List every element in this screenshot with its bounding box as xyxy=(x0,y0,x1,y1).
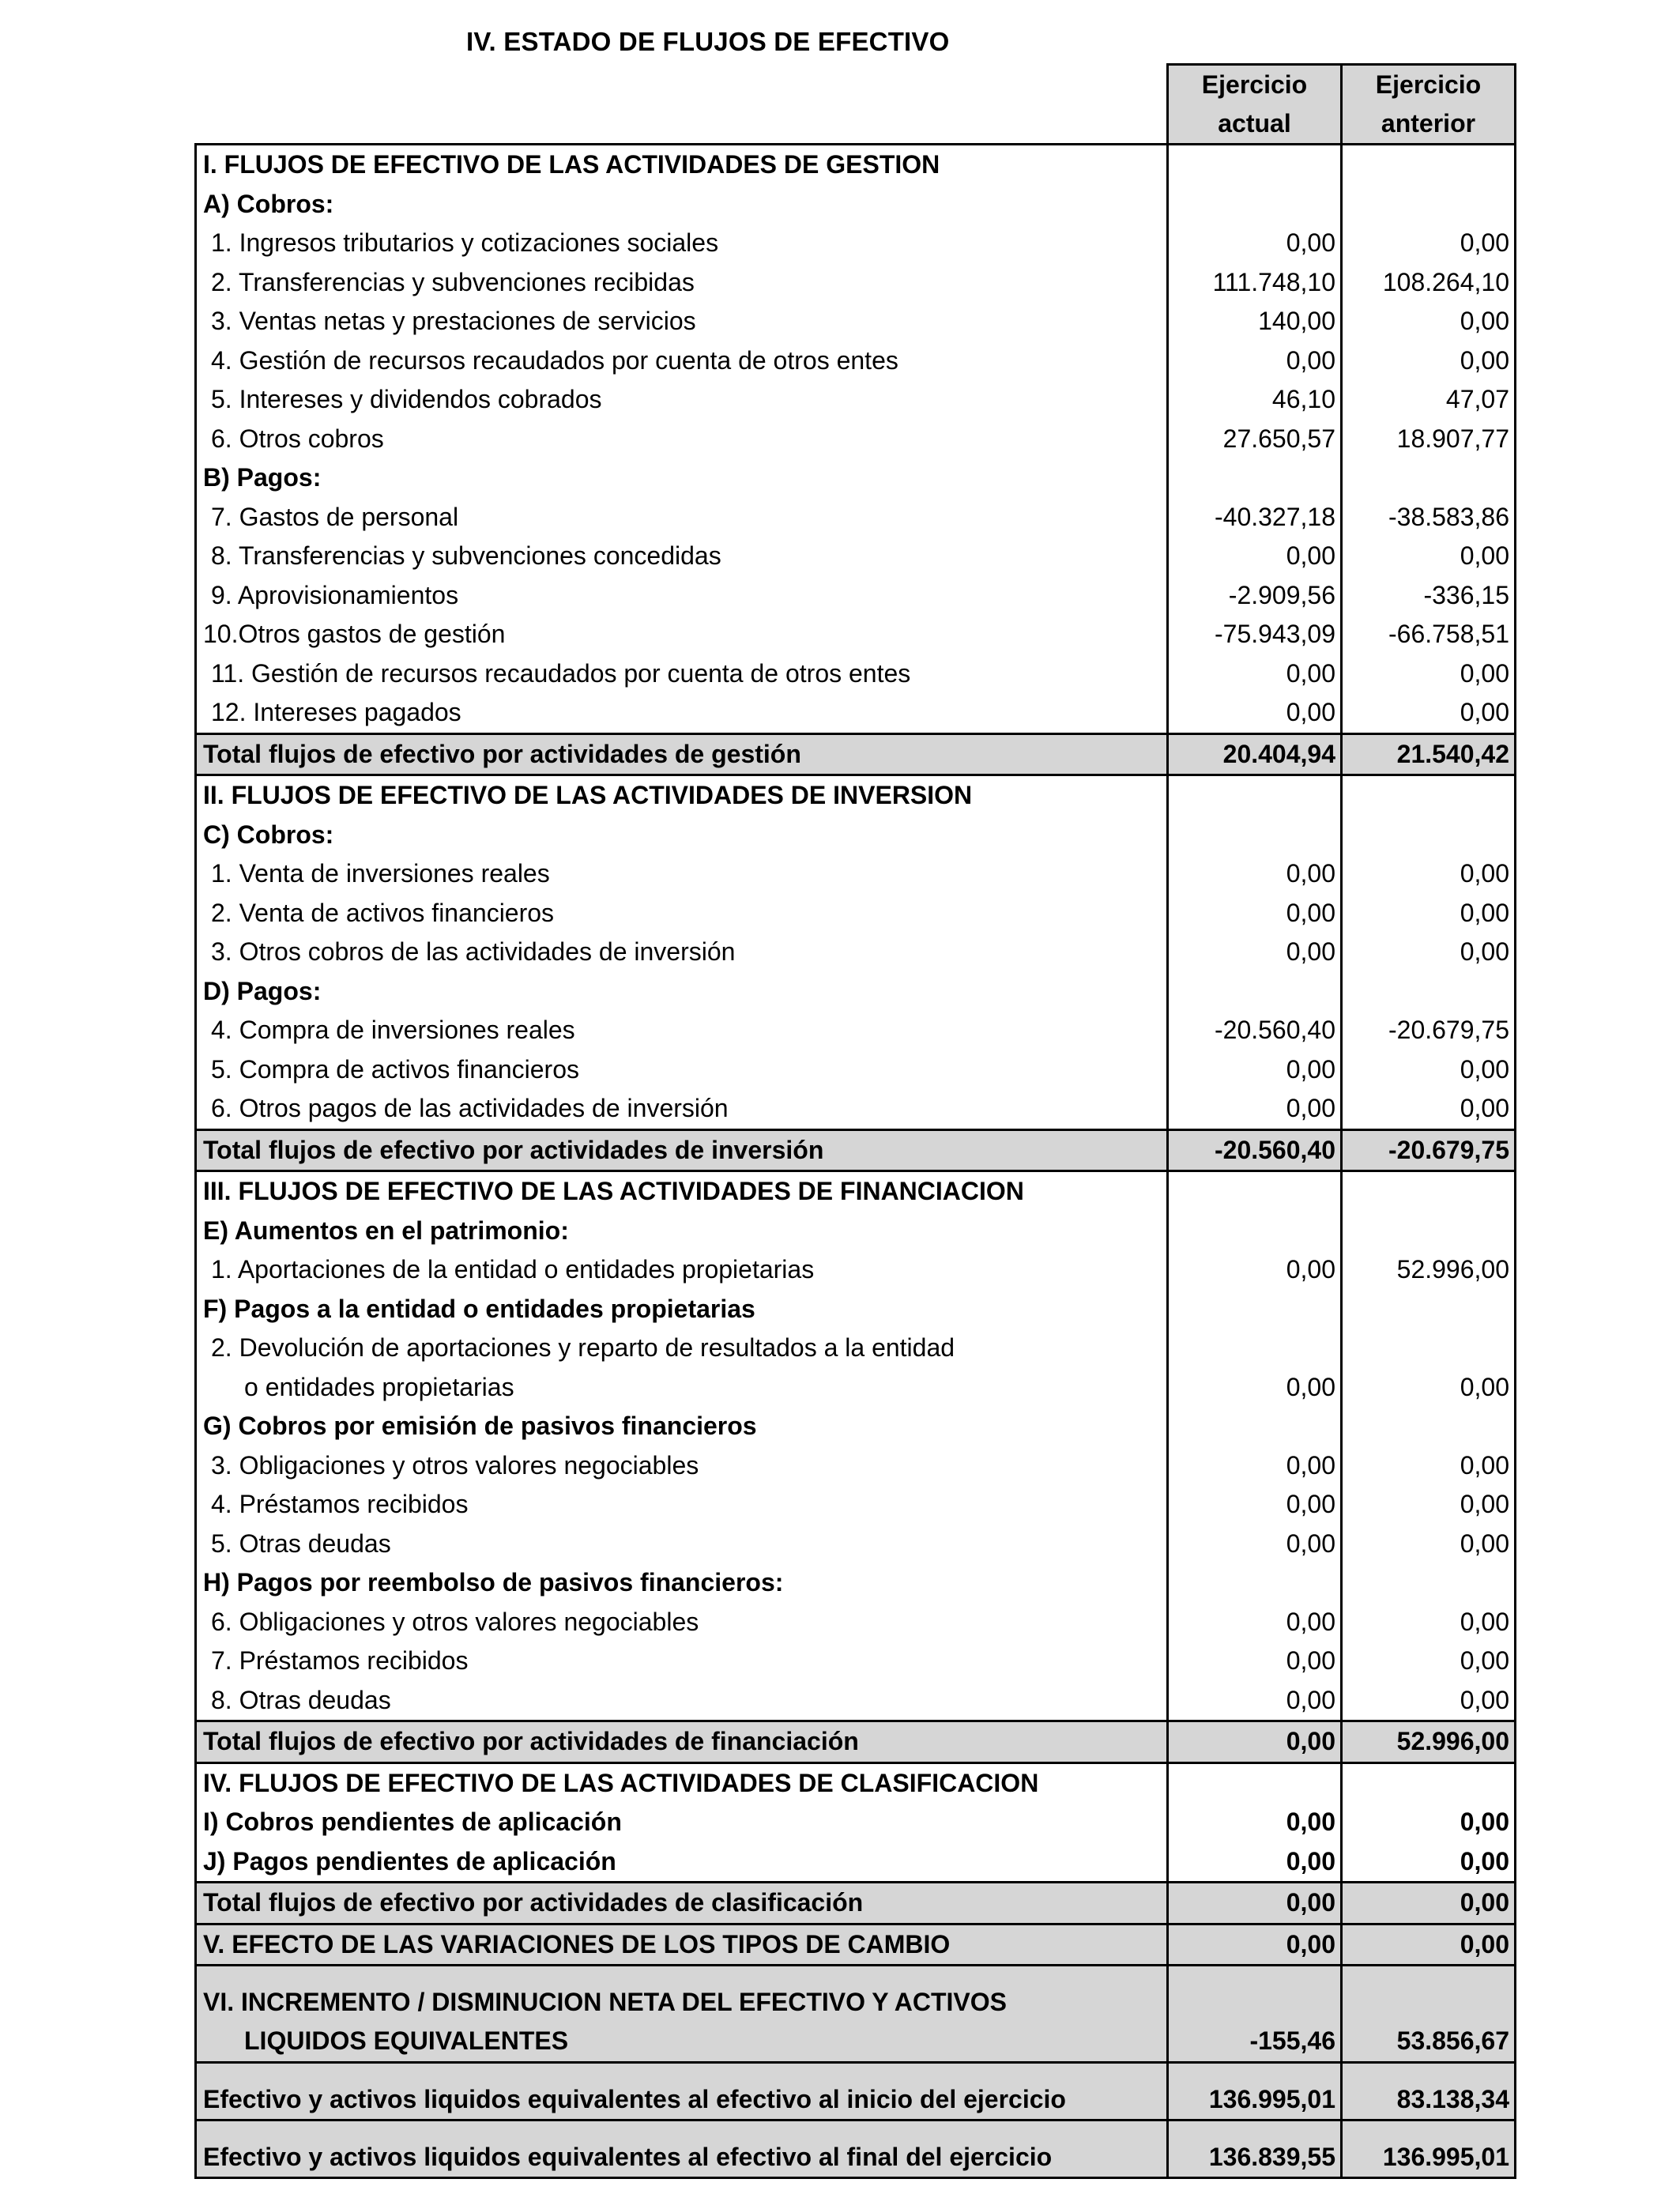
value-actual: 0,00 xyxy=(1168,1842,1342,1883)
row-label: 9. Aprovisionamientos xyxy=(196,576,1168,616)
value-previous: 0,00 xyxy=(1342,654,1516,694)
table-row xyxy=(196,615,1516,654)
table-row xyxy=(196,1368,1516,1408)
value-actual: 136.995,01 xyxy=(1168,2062,1342,2120)
row-label: II. FLUJOS DE EFECTIVO DE LAS ACTIVIDADES DE INVERSION xyxy=(196,775,1168,816)
value-previous: 52.996,00 xyxy=(1342,1250,1516,1290)
value-actual xyxy=(1168,1290,1342,1329)
table-row xyxy=(196,1329,1516,1368)
row-label: o entidades propietarias xyxy=(196,1368,1168,1408)
table-row xyxy=(196,1212,1516,1251)
table-row xyxy=(196,380,1516,420)
value-previous xyxy=(1342,1762,1516,1803)
value-previous: 0,00 xyxy=(1342,1446,1516,1486)
value-previous: 0,00 xyxy=(1342,1485,1516,1525)
row-label: 4. Compra de inversiones reales xyxy=(196,1011,1168,1050)
value-previous: 47,07 xyxy=(1342,380,1516,420)
table-row xyxy=(196,1642,1516,1681)
row-label: Total flujos de efectivo por actividades de inversión xyxy=(196,1129,1168,1171)
value-previous: 0,00 xyxy=(1342,933,1516,972)
value-previous xyxy=(1342,1171,1516,1212)
row-label: B) Pagos: xyxy=(196,458,1168,498)
row-label: I) Cobros pendientes de aplicación xyxy=(196,1803,1168,1842)
table-row xyxy=(196,693,1516,733)
value-previous: 83.138,34 xyxy=(1342,2062,1516,2120)
value-actual: 27.650,57 xyxy=(1168,420,1342,459)
value-previous: 0,00 xyxy=(1342,1050,1516,1090)
value-previous xyxy=(1342,775,1516,816)
table-row xyxy=(196,1966,1516,2022)
value-actual: 0,00 xyxy=(1168,1924,1342,1966)
table-row xyxy=(196,1089,1516,1129)
value-actual: 0,00 xyxy=(1168,654,1342,694)
row-label: V. EFECTO DE LAS VARIACIONES DE LOS TIPOS DE CAMBIO xyxy=(196,1924,1168,1966)
row-label: J) Pagos pendientes de aplicación xyxy=(196,1842,1168,1883)
value-actual: 0,00 xyxy=(1168,1485,1342,1525)
table-body xyxy=(196,145,1516,2178)
value-previous: 0,00 xyxy=(1342,341,1516,381)
row-label: 5. Intereses y dividendos cobrados xyxy=(196,380,1168,420)
row-label: 2. Devolución de aportaciones y reparto de resultados a la entidad xyxy=(196,1329,1168,1368)
value-actual: 0,00 xyxy=(1168,1681,1342,1721)
value-previous: 0,00 xyxy=(1342,302,1516,341)
table-row xyxy=(196,224,1516,263)
value-actual xyxy=(1168,1966,1342,2022)
value-actual xyxy=(1168,1212,1342,1251)
row-label: 6. Otros cobros xyxy=(196,420,1168,459)
value-previous: -336,15 xyxy=(1342,576,1516,616)
value-previous: 53.856,67 xyxy=(1342,2022,1516,2062)
value-actual xyxy=(1168,1329,1342,1368)
value-previous: 0,00 xyxy=(1342,224,1516,263)
value-actual: 0,00 xyxy=(1168,1642,1342,1681)
value-actual: -40.327,18 xyxy=(1168,498,1342,537)
value-actual: 0,00 xyxy=(1168,1721,1342,1763)
table-row xyxy=(196,302,1516,341)
table-row xyxy=(196,816,1516,855)
table-row xyxy=(196,185,1516,224)
value-previous: 0,00 xyxy=(1342,1603,1516,1642)
row-label: Total flujos de efectivo por actividades de financiación xyxy=(196,1721,1168,1763)
row-label: F) Pagos a la entidad o entidades propietarias xyxy=(196,1290,1168,1329)
table-row xyxy=(196,1290,1516,1329)
row-label: 4. Gestión de recursos recaudados por cuenta de otros entes xyxy=(196,341,1168,381)
row-label: 2. Transferencias y subvenciones recibidas xyxy=(196,263,1168,303)
value-actual: -20.560,40 xyxy=(1168,1129,1342,1171)
header-row xyxy=(196,65,1516,105)
table-row xyxy=(196,2120,1516,2177)
value-previous: 0,00 xyxy=(1342,1681,1516,1721)
value-previous xyxy=(1342,1407,1516,1446)
table-row xyxy=(196,1842,1516,1883)
row-label: Total flujos de efectivo por actividades de gestión xyxy=(196,733,1168,775)
table-row xyxy=(196,1924,1516,1966)
value-actual: 0,00 xyxy=(1168,693,1342,733)
value-actual: 20.404,94 xyxy=(1168,733,1342,775)
value-previous: 0,00 xyxy=(1342,1642,1516,1681)
table-row xyxy=(196,1407,1516,1446)
header-actual: Ejercicio xyxy=(1168,65,1342,105)
value-actual: 0,00 xyxy=(1168,933,1342,972)
value-actual: -75.943,09 xyxy=(1168,615,1342,654)
value-actual: 0,00 xyxy=(1168,1250,1342,1290)
row-label: 5. Otras deudas xyxy=(196,1525,1168,1564)
value-actual: -155,46 xyxy=(1168,2022,1342,2062)
table-row xyxy=(196,775,1516,816)
value-actual: 111.748,10 xyxy=(1168,263,1342,303)
table-row xyxy=(196,1803,1516,1842)
table-row xyxy=(196,1762,1516,1803)
value-actual: 140,00 xyxy=(1168,302,1342,341)
document-title: IV. ESTADO DE FLUJOS DE EFECTIVO xyxy=(466,27,950,56)
table-row xyxy=(196,854,1516,894)
value-actual: 46,10 xyxy=(1168,380,1342,420)
row-label: 8. Otras deudas xyxy=(196,1681,1168,1721)
value-actual: 0,00 xyxy=(1168,1446,1342,1486)
value-actual xyxy=(1168,1407,1342,1446)
value-previous xyxy=(1342,145,1516,185)
row-label: E) Aumentos en el patrimonio: xyxy=(196,1212,1168,1251)
row-label: 11. Gestión de recursos recaudados por cuenta de otros entes xyxy=(196,654,1168,694)
value-previous: 18.907,77 xyxy=(1342,420,1516,459)
row-label: 3. Ventas netas y prestaciones de servicios xyxy=(196,302,1168,341)
value-actual: 0,00 xyxy=(1168,1883,1342,1924)
table-row xyxy=(196,1011,1516,1050)
table-row xyxy=(196,2062,1516,2120)
row-label: C) Cobros: xyxy=(196,816,1168,855)
row-label: 2. Venta de activos financieros xyxy=(196,894,1168,933)
row-label: Efectivo y activos liquidos equivalentes al efectivo al final del ejercicio xyxy=(196,2120,1168,2177)
value-previous: -20.679,75 xyxy=(1342,1011,1516,1050)
row-label: 7. Préstamos recibidos xyxy=(196,1642,1168,1681)
row-label: LIQUIDOS EQUIVALENTES xyxy=(196,2022,1168,2062)
table-row xyxy=(196,1050,1516,1090)
value-actual: 0,00 xyxy=(1168,854,1342,894)
value-actual: 0,00 xyxy=(1168,224,1342,263)
value-previous: 52.996,00 xyxy=(1342,1721,1516,1763)
table-row xyxy=(196,145,1516,185)
table-row xyxy=(196,1485,1516,1525)
value-actual xyxy=(1168,1171,1342,1212)
value-actual: -2.909,56 xyxy=(1168,576,1342,616)
table-row xyxy=(196,1129,1516,1171)
value-actual: 0,00 xyxy=(1168,1089,1342,1129)
header-actual: actual xyxy=(1168,104,1342,145)
table-row xyxy=(196,576,1516,616)
value-previous xyxy=(1342,1563,1516,1603)
table-row xyxy=(196,654,1516,694)
value-actual xyxy=(1168,775,1342,816)
value-previous: -38.583,86 xyxy=(1342,498,1516,537)
table-row xyxy=(196,1446,1516,1486)
value-previous: 0,00 xyxy=(1342,1883,1516,1924)
table-row xyxy=(196,933,1516,972)
row-label: IV. FLUJOS DE EFECTIVO DE LAS ACTIVIDADES DE CLASIFICACION xyxy=(196,1762,1168,1803)
value-actual: -20.560,40 xyxy=(1168,1011,1342,1050)
row-label: Efectivo y activos liquidos equivalentes al efectivo al inicio del ejercicio xyxy=(196,2062,1168,2120)
table-row xyxy=(196,1721,1516,1763)
value-previous xyxy=(1342,1212,1516,1251)
value-previous: 0,00 xyxy=(1342,1368,1516,1408)
row-label: 1. Venta de inversiones reales xyxy=(196,854,1168,894)
row-label: 4. Préstamos recibidos xyxy=(196,1485,1168,1525)
value-actual xyxy=(1168,1762,1342,1803)
row-label: 7. Gastos de personal xyxy=(196,498,1168,537)
value-previous: 21.540,42 xyxy=(1342,733,1516,775)
table-row xyxy=(196,498,1516,537)
table-row xyxy=(196,1525,1516,1564)
row-label: 1. Ingresos tributarios y cotizaciones sociales xyxy=(196,224,1168,263)
value-previous xyxy=(1342,816,1516,855)
table-row xyxy=(196,1681,1516,1721)
value-previous: 0,00 xyxy=(1342,1924,1516,1966)
header-blank xyxy=(196,65,1168,105)
row-label: 3. Otros cobros de las actividades de inversión xyxy=(196,933,1168,972)
row-label: 6. Obligaciones y otros valores negociables xyxy=(196,1603,1168,1642)
row-label: 12. Intereses pagados xyxy=(196,693,1168,733)
value-actual xyxy=(1168,816,1342,855)
row-label: 1. Aportaciones de la entidad o entidades propietarias xyxy=(196,1250,1168,1290)
table-row xyxy=(196,2022,1516,2062)
value-previous: 0,00 xyxy=(1342,1842,1516,1883)
row-label: 3. Obligaciones y otros valores negociables xyxy=(196,1446,1168,1486)
table-row xyxy=(196,1563,1516,1603)
row-label: 5. Compra de activos financieros xyxy=(196,1050,1168,1090)
cash-flow-table xyxy=(194,63,1516,2179)
value-previous: 0,00 xyxy=(1342,1525,1516,1564)
table-row xyxy=(196,1250,1516,1290)
value-previous xyxy=(1342,1329,1516,1368)
header-row xyxy=(196,104,1516,145)
header-previous: anterior xyxy=(1342,104,1516,145)
value-previous: 0,00 xyxy=(1342,1803,1516,1842)
value-previous: -20.679,75 xyxy=(1342,1129,1516,1171)
value-previous: 136.995,01 xyxy=(1342,2120,1516,2177)
value-previous: 108.264,10 xyxy=(1342,263,1516,303)
value-actual: 0,00 xyxy=(1168,1803,1342,1842)
row-label: VI. INCREMENTO / DISMINUCION NETA DEL EFECTIVO Y ACTIVOS xyxy=(196,1966,1168,2022)
table-row xyxy=(196,972,1516,1012)
row-label: I. FLUJOS DE EFECTIVO DE LAS ACTIVIDADES DE GESTION xyxy=(196,145,1168,185)
table-row xyxy=(196,420,1516,459)
row-label: III. FLUJOS DE EFECTIVO DE LAS ACTIVIDADES DE FINANCIACION xyxy=(196,1171,1168,1212)
row-label: 6. Otros pagos de las actividades de inversión xyxy=(196,1089,1168,1129)
table-row xyxy=(196,733,1516,775)
table-row xyxy=(196,1883,1516,1924)
header-previous: Ejercicio xyxy=(1342,65,1516,105)
value-actual xyxy=(1168,185,1342,224)
header-blank xyxy=(196,104,1168,145)
value-actual: 0,00 xyxy=(1168,537,1342,576)
table-row xyxy=(196,458,1516,498)
row-label: 8. Transferencias y subvenciones concedidas xyxy=(196,537,1168,576)
value-actual xyxy=(1168,1563,1342,1603)
row-label: 10.Otros gastos de gestión xyxy=(196,615,1168,654)
value-previous: 0,00 xyxy=(1342,537,1516,576)
value-actual: 0,00 xyxy=(1168,1603,1342,1642)
value-previous: -66.758,51 xyxy=(1342,615,1516,654)
value-previous: 0,00 xyxy=(1342,854,1516,894)
value-previous: 0,00 xyxy=(1342,1089,1516,1129)
row-label: D) Pagos: xyxy=(196,972,1168,1012)
row-label: A) Cobros: xyxy=(196,185,1168,224)
table-row xyxy=(196,1603,1516,1642)
value-previous: 0,00 xyxy=(1342,693,1516,733)
value-actual: 0,00 xyxy=(1168,1368,1342,1408)
row-label: Total flujos de efectivo por actividades de clasificación xyxy=(196,1883,1168,1924)
value-actual: 0,00 xyxy=(1168,1050,1342,1090)
value-actual xyxy=(1168,145,1342,185)
table-row xyxy=(196,537,1516,576)
row-label: H) Pagos por reembolso de pasivos financieros: xyxy=(196,1563,1168,1603)
value-previous xyxy=(1342,185,1516,224)
table-row xyxy=(196,341,1516,381)
row-label: G) Cobros por emisión de pasivos financieros xyxy=(196,1407,1168,1446)
value-actual: 0,00 xyxy=(1168,894,1342,933)
table-row xyxy=(196,894,1516,933)
value-previous: 0,00 xyxy=(1342,894,1516,933)
value-actual: 136.839,55 xyxy=(1168,2120,1342,2177)
table-row xyxy=(196,1171,1516,1212)
value-actual xyxy=(1168,458,1342,498)
table-row xyxy=(196,263,1516,303)
value-actual: 0,00 xyxy=(1168,341,1342,381)
value-actual: 0,00 xyxy=(1168,1525,1342,1564)
value-previous xyxy=(1342,458,1516,498)
value-previous xyxy=(1342,1966,1516,2022)
value-previous xyxy=(1342,972,1516,1012)
value-previous xyxy=(1342,1290,1516,1329)
value-actual xyxy=(1168,972,1342,1012)
